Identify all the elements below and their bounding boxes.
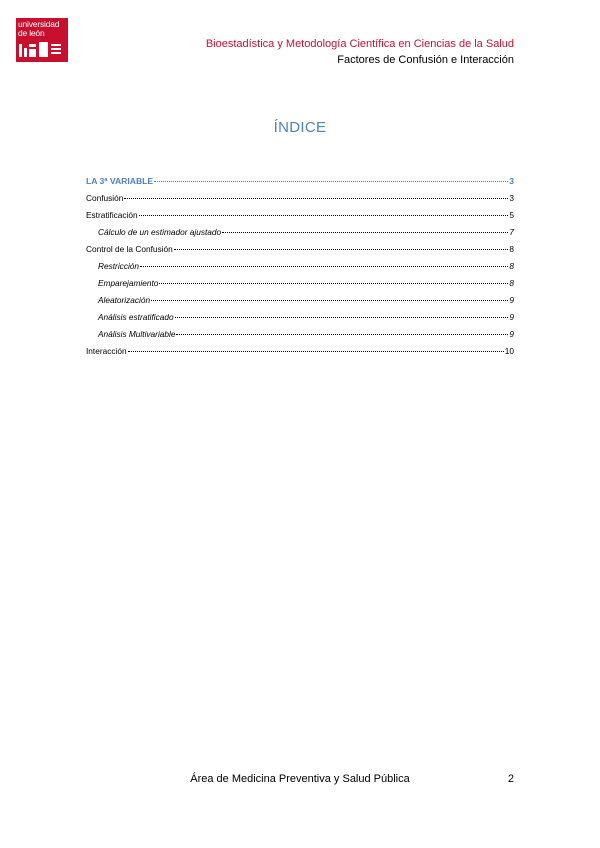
page-header (206, 37, 514, 67)
toc-entry[interactable] (86, 244, 514, 261)
toc-entry[interactable] (86, 261, 514, 278)
toc-entry-page: 9 (509, 329, 514, 339)
toc-dot-leader (139, 214, 509, 216)
toc-entry-label: Confusión (86, 193, 124, 203)
toc-entry-page: 9 (509, 295, 514, 305)
table-of-contents (86, 176, 514, 363)
logo-line2: de león (18, 28, 45, 38)
index-title: ÍNDICE (273, 119, 327, 136)
toc-dot-leader (222, 231, 508, 233)
toc-entry[interactable] (86, 227, 514, 244)
university-logo (16, 18, 68, 62)
toc-dot-leader (159, 282, 508, 284)
toc-entry-label: LA 3ª VARIABLE (86, 176, 154, 186)
toc-entry-page: 3 (509, 176, 514, 186)
toc-dot-leader (176, 333, 508, 335)
toc-entry-page: 8 (509, 244, 514, 254)
toc-dot-leader (124, 197, 508, 199)
toc-entry-page: 3 (509, 193, 514, 203)
toc-entry-page: 8 (509, 278, 514, 288)
toc-entry-page: 8 (509, 261, 514, 271)
toc-entry-page: 10 (504, 346, 514, 356)
toc-entry-label: Cálculo de un estimador ajustado (98, 227, 222, 237)
toc-entry-label: Análisis estratificado (98, 312, 174, 322)
toc-entry-page: 5 (509, 210, 514, 220)
toc-entry-page: 7 (509, 227, 514, 237)
toc-dot-leader (174, 248, 509, 250)
toc-entry-label: Control de la Confusión (86, 244, 173, 254)
footer-page-number: 2 (507, 773, 514, 785)
toc-entry-label: Restricción (98, 261, 140, 271)
toc-entry[interactable] (86, 346, 514, 363)
header-topic-title: Factores de Confusión e Interacción (337, 54, 514, 66)
toc-entry[interactable] (86, 193, 514, 210)
toc-entry-label: Estratificación (86, 210, 138, 220)
toc-entry-label: Análisis Multivariable (98, 329, 176, 339)
toc-dot-leader (128, 350, 504, 352)
toc-entry-label: Emparejamiento (98, 278, 159, 288)
toc-entry[interactable] (86, 329, 514, 346)
toc-entry-label: Aleatorización (98, 295, 151, 305)
toc-entry[interactable] (86, 295, 514, 312)
toc-entry[interactable] (86, 210, 514, 227)
toc-entry-page: 9 (509, 312, 514, 322)
logo-emblem (19, 42, 65, 59)
toc-entry[interactable] (86, 312, 514, 329)
toc-entry-label: Interacción (86, 346, 127, 356)
footer-department: Área de Medicina Preventiva y Salud Pública (190, 773, 410, 785)
toc-dot-leader (151, 299, 508, 301)
logo-line1: universidad (18, 19, 60, 29)
toc-entry[interactable] (86, 278, 514, 295)
toc-dot-leader (154, 180, 508, 182)
toc-dot-leader (140, 265, 508, 267)
header-course-title: Bioestadística y Metodología Científica en Ciencias de la Salud (205, 38, 514, 50)
toc-entry[interactable] (86, 176, 514, 193)
toc-dot-leader (175, 316, 509, 318)
